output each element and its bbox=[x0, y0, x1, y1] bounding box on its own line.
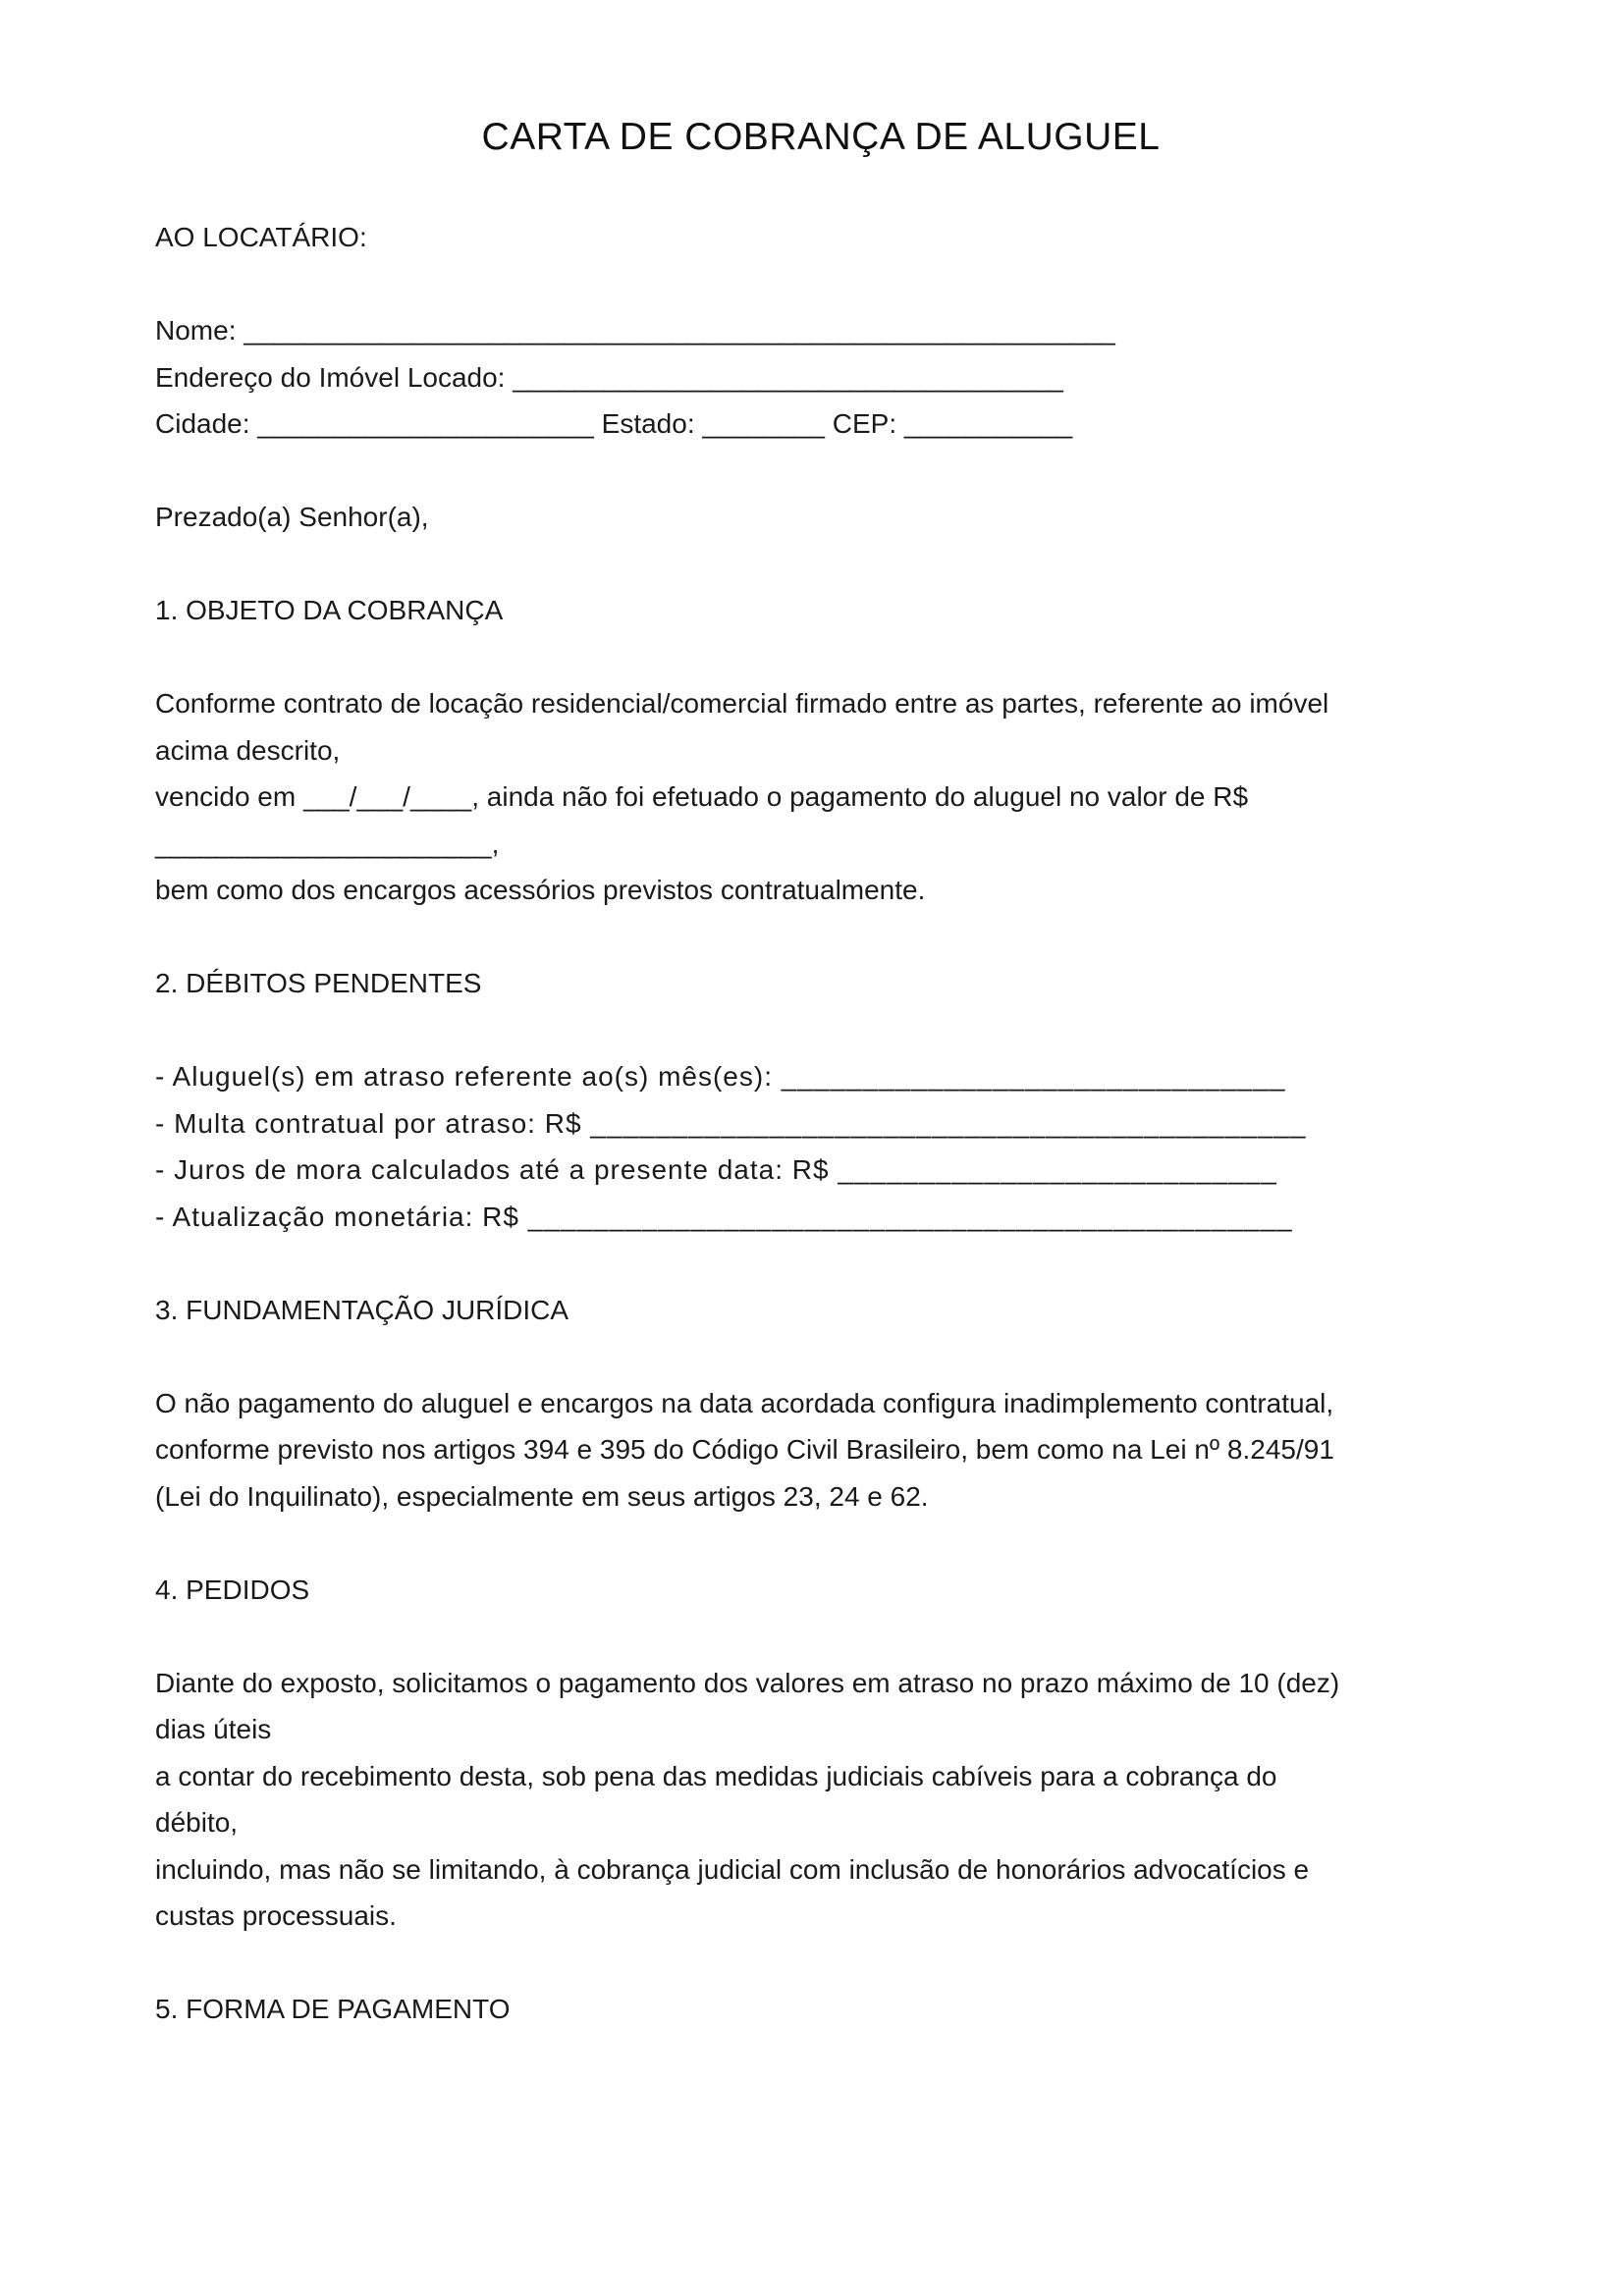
recipient-heading: AO LOCATÁRIO: bbox=[155, 222, 367, 252]
section-3-line: O não pagamento do aluguel e encargos na data acordada configura inadimplemento contratual, bbox=[155, 1387, 1334, 1418]
section-1-line: acima descrito, bbox=[155, 734, 341, 766]
section-1-line: Conforme contrato de locação residencial/comercial firmado entre as partes, referente ao imóvel bbox=[155, 688, 1329, 719]
document-body bbox=[155, 214, 1353, 2033]
section-3-heading: 3. FUNDAMENTAÇÃO JURÍDICA bbox=[155, 1294, 569, 1325]
section-4-line: incluindo, mas não se limitando, à cobrança judicial com inclusão de honorários advocatícios e bbox=[155, 1853, 1310, 1885]
document-title: CARTA DE COBRANÇA DE ALUGUEL bbox=[481, 116, 1161, 158]
debt-item: - Atualização monetária: R$ _______________________________________________ bbox=[155, 1201, 1293, 1232]
section-3-line: conforme previsto nos artigos 394 e 395 do Código Civil Brasileiro, bem como na Lei nº 8.245/91 bbox=[155, 1434, 1334, 1465]
section-4-line: dias úteis bbox=[155, 1714, 272, 1744]
section-4-line: a contar do recebimento desta, sob pena das medidas judiciais cabíveis para a cobrança do bbox=[155, 1760, 1277, 1791]
debt-item: - Multa contratual por atraso: R$ ____________________________________________ bbox=[155, 1107, 1307, 1139]
section-2-heading: 2. DÉBITOS PENDENTES bbox=[155, 968, 482, 998]
section-4-heading: 4. PEDIDOS bbox=[155, 1574, 310, 1605]
section-1-heading: 1. OBJETO DA COBRANÇA bbox=[155, 595, 504, 625]
section-1-line: bem como dos encargos acessórios previstos contratualmente. bbox=[155, 875, 926, 905]
section-5-heading: 5. FORMA DE PAGAMENTO bbox=[155, 1994, 511, 2024]
section-4-line: débito, bbox=[155, 1807, 239, 1838]
section-1-line: ______________________, bbox=[155, 828, 500, 859]
salutation: Prezado(a) Senhor(a), bbox=[155, 502, 429, 532]
section-4-line: custas processuais. bbox=[155, 1900, 397, 1931]
nome-field: Nome: _________________________________________________________ bbox=[155, 315, 1115, 346]
debt-item: - Juros de mora calculados até a presente data: R$ ___________________________ bbox=[155, 1154, 1277, 1185]
debt-item: - Aluguel(s) em atraso referente ao(s) mês(es): _______________________________ bbox=[155, 1061, 1286, 1092]
section-4-line: Diante do exposto, solicitamos o pagamento dos valores em atraso no prazo máximo de 10 (dez) bbox=[155, 1667, 1340, 1698]
endereco-field: Endereço do Imóvel Locado: ____________________________________ bbox=[155, 361, 1063, 393]
cidade-estado-cep-field: Cidade: ______________________ Estado: ________ CEP: ___________ bbox=[155, 408, 1073, 439]
section-3-line: (Lei do Inquilinato), especialmente em seus artigos 23, 24 e 62. bbox=[155, 1480, 929, 1512]
section-1-line: vencido em ___/___/____, ainda não foi efetuado o pagamento do aluguel no valor de R$ bbox=[155, 781, 1249, 812]
